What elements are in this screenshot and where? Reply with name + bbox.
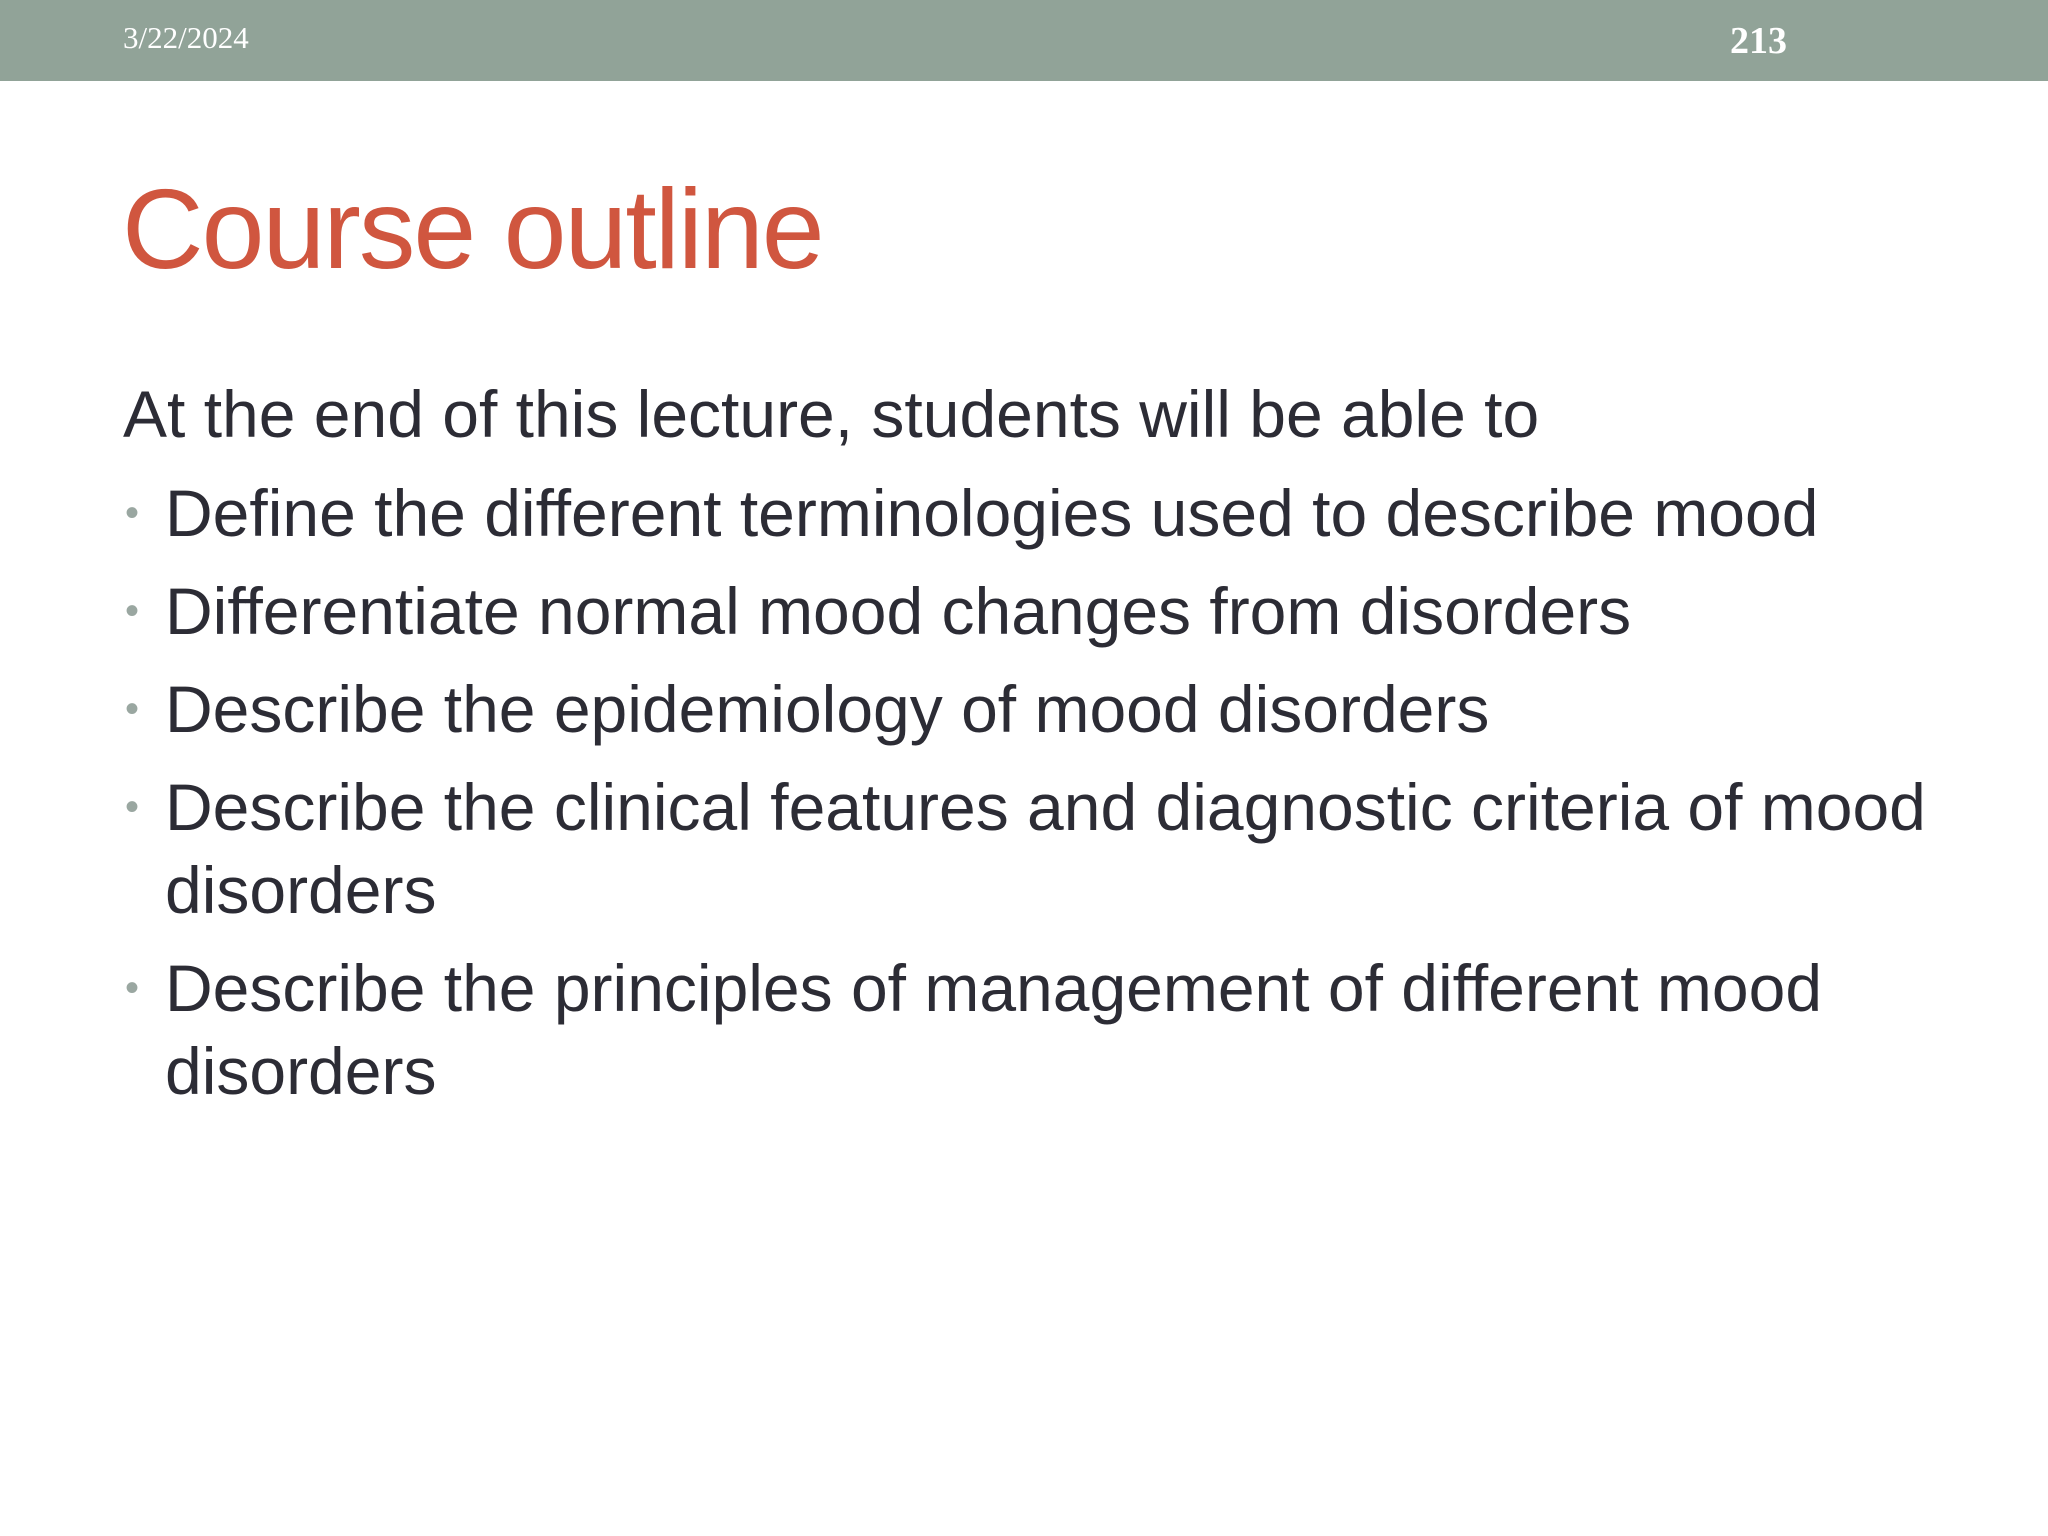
bullet-dot-icon: • [125, 687, 140, 731]
list-item [123, 947, 1973, 1113]
list-item [123, 570, 1973, 653]
slide-date: 3/22/2024 [123, 20, 249, 55]
objective-text: Describe the clinical features and diagnostic criteria of mood disorders [165, 770, 1926, 927]
list-item [123, 472, 1973, 555]
slide-title: Course outline [122, 166, 823, 292]
bullet-dot-icon: • [125, 589, 140, 633]
objective-text: Describe the epidemiology of mood disorders [165, 672, 1490, 746]
objectives-list [123, 472, 1973, 1128]
bullet-dot-icon: • [125, 966, 140, 1010]
list-item [123, 668, 1973, 751]
objective-text: Define the different terminologies used to describe mood [165, 476, 1819, 550]
header-bar [0, 0, 2048, 81]
intro-text: At the end of this lecture, students will be able to [123, 377, 1540, 451]
objective-text: Differentiate normal mood changes from disorders [165, 574, 1632, 648]
slide-number: 213 [1730, 20, 1787, 62]
bullet-dot-icon: • [125, 785, 140, 829]
list-item [123, 766, 1973, 932]
objective-text: Describe the principles of management of different mood disorders [165, 951, 1823, 1108]
bullet-dot-icon: • [125, 491, 140, 535]
